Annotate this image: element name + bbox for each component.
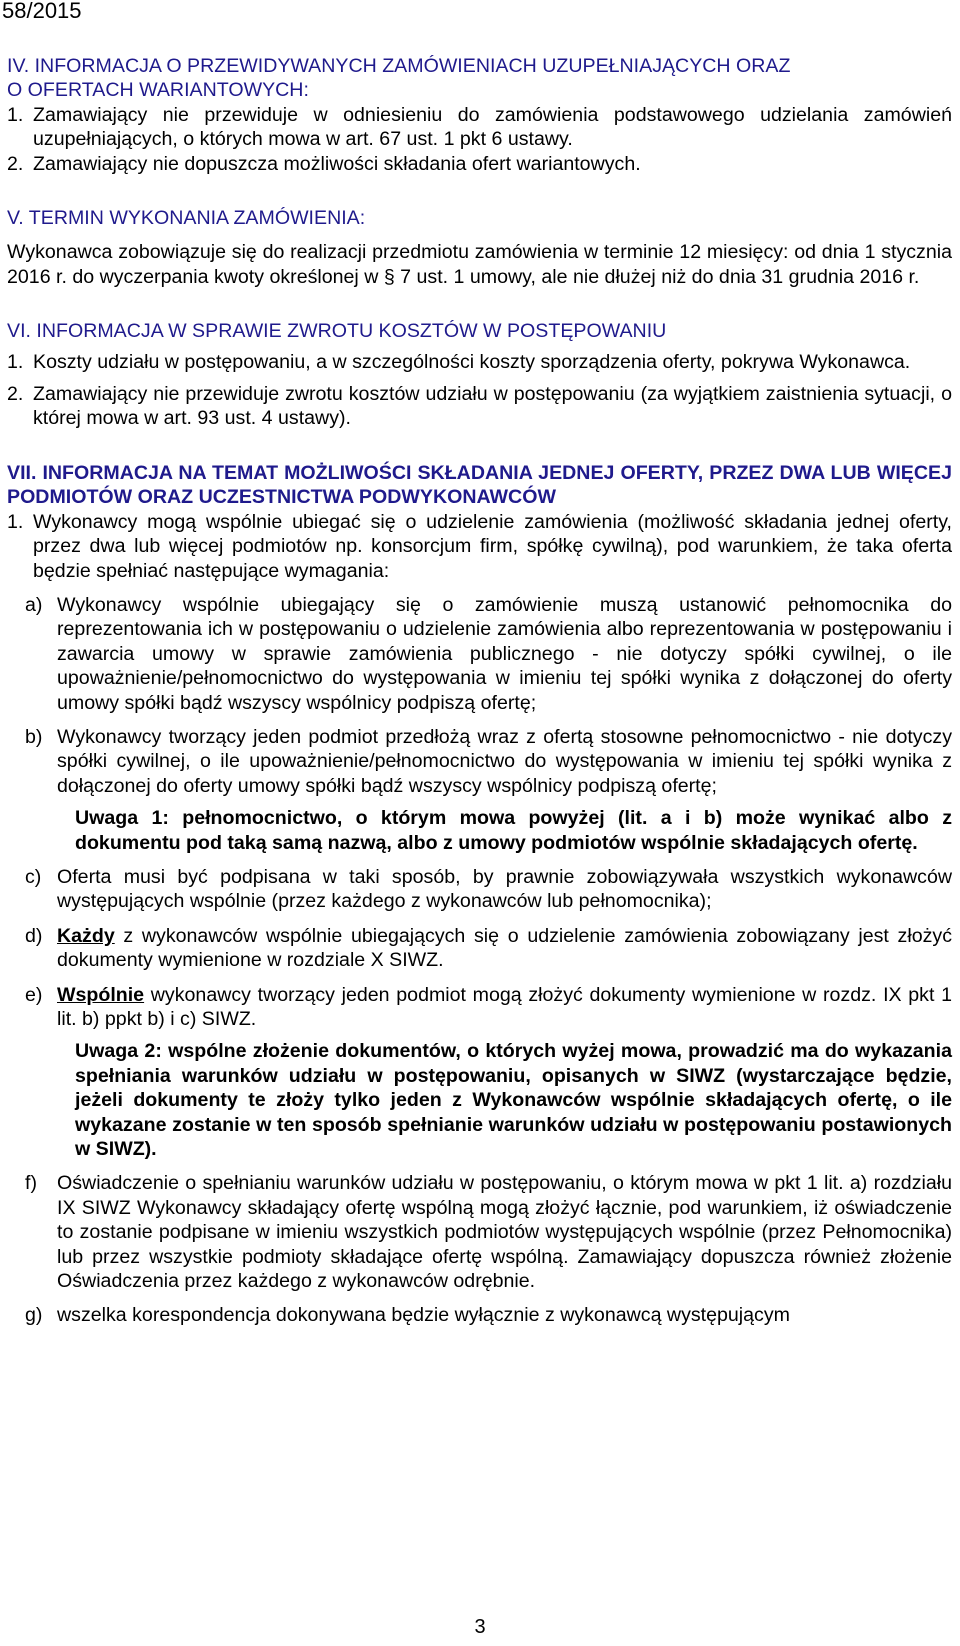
item-number: 1.	[7, 103, 24, 126]
list-item	[7, 510, 952, 583]
section-v-body: Wykonawca zobowiązuje się do realizacji przedmiotu zamówienia w terminie 12 miesięcy: od dnia 1 stycznia 2016 r. do wyczerpania kwoty określonej w § 7 ust. 1 umowy, ale nie dłużej niż do dnia 31 grudnia 2016 r.	[7, 241, 952, 288]
section-iv-title-line2: O OFERTACH WARIANTOWYCH:	[7, 79, 309, 102]
list-item	[7, 350, 952, 374]
sub-item-text	[57, 983, 952, 1032]
document-number: 58/2015	[2, 0, 82, 23]
sub-item-text: Oferta musi być podpisana w taki sposób, by prawnie zobowiązywała wszystkich wykonawców występujących wspólnie (przez każdego z wykonawców lub pełnomocnika);	[57, 865, 952, 913]
item-text: Zamawiający nie przewiduje zwrotu kosztów udziału w postępowaniu (za wyjątkiem zaistnienia sytuacji, o której mowa w art. 93 ust. 4 ustawy).	[33, 383, 952, 430]
section-iv-title-line1: IV. INFORMACJA O PRZEWIDYWANYCH ZAMÓWIENIACH UZUPEŁNIAJĄCYCH ORAZ	[7, 55, 791, 77]
section-v-title: V. TERMIN WYKONANIA ZAMÓWIENIA:	[7, 207, 366, 230]
document-content	[7, 54, 952, 1328]
sub-item-text: wszelka korespondencja dokonywana będzie wyłącznie z wykonawcą występującym	[57, 1304, 790, 1327]
item-number: 2.	[7, 383, 24, 406]
sub-item-rest: z wykonawców wspólnie ubiegających się o udzielenie zamówienia zobowiązany jest złożyć dokumenty wymienione w rozdziale X SIWZ.	[57, 924, 952, 972]
list-item	[7, 103, 952, 152]
section-vii	[7, 461, 952, 1328]
section-vi	[7, 319, 952, 431]
sub-item-rest: wykonawcy tworzący jeden podmiot mogą złożyć dokumenty wymienione w rozdz. IX pkt 1 lit. b) ppkt b) i c) SIWZ.	[57, 983, 952, 1030]
item-number: 1.	[7, 510, 24, 533]
section-vii-title: VII. INFORMACJA NA TEMAT MOŻLIWOŚCI SKŁADANIA JEDNEJ OFERTY, PRZEZ DWA LUB WIĘCEJ PODMIOTÓW ORAZ UCZESTNICTWA PODWYKONAWCÓW	[7, 461, 952, 509]
sub-item-e	[7, 983, 952, 1032]
section-v	[7, 206, 952, 289]
item-text: Zamawiający nie przewiduje w odniesieniu do zamówienia podstawowego udzielania zamówień uzupełniających, o których mowa w art. 67 ust. 1 pkt 6 ustawy.	[33, 103, 952, 151]
sub-item-text: Oświadczenie o spełnianiu warunków udziału w postępowaniu, o którym mowa w pkt 1 lit. a) rozdziału IX SIWZ Wykonawcy składający ofertę wspólną mogą złożyć łącznie, pod warunkiem, iż oświadczenie to zostanie podpisane w imieniu wszystkich podmiotów występujących wspólnie (przez Pełnomocnika) lub przez wszystkie podmioty składające ofertę wspólną. Zamawiający dopuszcza również złożenie Oświadczenia przez każdego z wykonawców odrębnie.	[57, 1172, 952, 1293]
sub-item-a	[7, 593, 952, 715]
list-item	[7, 152, 952, 176]
sub-item-label: c)	[25, 865, 42, 888]
sub-item-c	[7, 865, 952, 914]
sub-item-label: f)	[25, 1172, 37, 1195]
item-number: 2.	[7, 152, 24, 175]
sub-item-label: b)	[25, 725, 43, 748]
item-text: Zamawiający nie dopuszcza możliwości składania ofert wariantowych.	[33, 152, 641, 175]
sub-item-label: d)	[25, 924, 43, 947]
sub-item-label: a)	[25, 593, 43, 616]
sub-item-text	[57, 924, 952, 973]
sub-item-text: Wykonawcy wspólnie ubiegający się o zamówienie muszą ustanowić pełnomocnika do reprezentowania ich w postępowaniu o udzielenie zamówienia albo reprezentowania w postępowaniu i zawarcia umowy w sprawie zamówienia publicznego - nie dotyczy spółki cywilnej, o ile upoważnienie/pełnomocnictwo do występowania w imieniu tej spółki wynika z dołączonej do oferty umowy spółki bądź wszyscy wspólnicy podpiszą ofertę;	[57, 593, 952, 714]
sub-item-text: Wykonawcy tworzący jeden podmiot przedłożą wraz z ofertą stosowne pełnomocnictwo - nie dotyczy spółki cywilnej, o ile upoważnienie/pełnomocnictwo do występowania w imieniu tej spółki wynika z dołączonej do oferty umowy spółki bądź wszyscy wspólnicy podpiszą ofertę;	[57, 725, 952, 797]
note-2: Uwaga 2: wspólne złożenie dokumentów, o których wyżej mowa, prowadzić ma do wykazania spełniania warunków udziału w postępowaniu, opisanych w SIWZ (wystarczające będzie, jeżeli dokumenty te złoży tylko jeden z Wykonawców wspólnie składających ofertę, o ile wykazane zostanie w ten sposób spełnianie warunków udziału w postępowaniu postawionych w SIWZ).	[75, 1040, 952, 1161]
sub-item-label: g)	[25, 1304, 43, 1327]
item-number: 1.	[7, 350, 24, 373]
sub-item-g	[7, 1303, 952, 1327]
section-vi-title: VI. INFORMACJA W SPRAWIE ZWROTU KOSZTÓW W POSTĘPOWANIU	[7, 320, 667, 343]
item-text: Koszty udziału w postępowaniu, a w szczególności koszty sporządzenia oferty, pokrywa Wykonawca.	[33, 350, 911, 373]
sub-item-f	[7, 1171, 952, 1293]
list-item	[7, 382, 952, 431]
emphasis-each: Każdy	[57, 924, 115, 947]
section-iv	[7, 54, 952, 176]
sub-item-b	[7, 725, 952, 798]
page-number: 3	[474, 1616, 486, 1638]
item-text: Wykonawcy mogą wspólnie ubiegać się o udzielenie zamówienia (możliwość składania jednej oferty, przez dwa lub więcej podmiotów np. konsorcjum firm, spółkę cywilną), pod warunkiem, że taka oferta będzie spełniać następujące wymagania:	[33, 510, 952, 582]
sub-item-label: e)	[25, 983, 43, 1006]
emphasis-jointly: Wspólnie	[57, 983, 145, 1006]
note-1: Uwaga 1: pełnomocnictwo, o którym mowa powyżej (lit. a i b) może wynikać albo z dokumentu pod taką samą nazwą, albo z umowy podmiotów wspólnie składających ofertę.	[75, 807, 952, 854]
sub-item-d	[7, 924, 952, 973]
